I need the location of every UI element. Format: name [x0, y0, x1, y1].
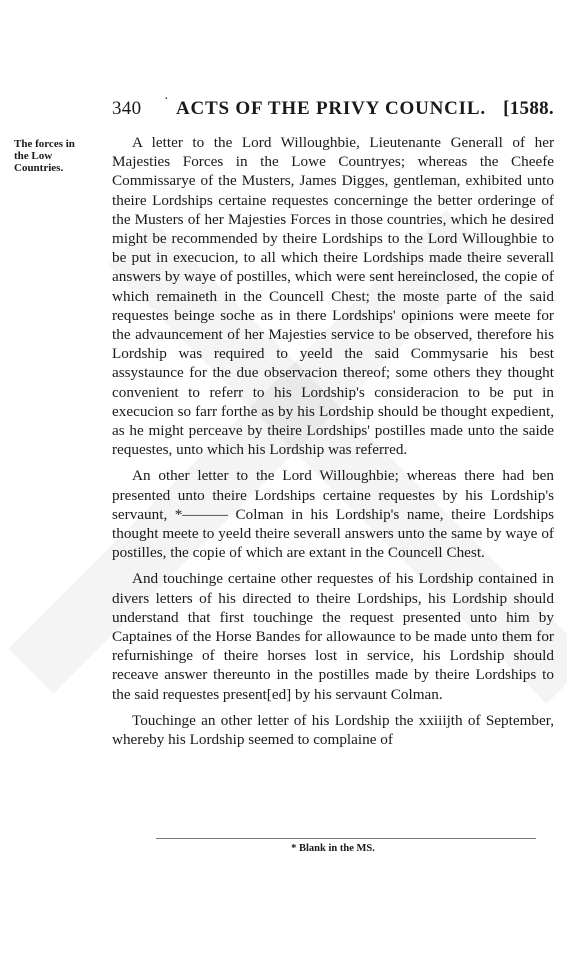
- running-title: ACTS OF THE PRIVY COUNCIL.: [176, 98, 486, 119]
- footnote-rule: [156, 838, 536, 839]
- page-number: 340: [112, 98, 142, 119]
- body-text: [112, 133, 554, 756]
- margin-note: [14, 138, 106, 174]
- header-year: [1588.: [503, 98, 554, 119]
- paragraph: An other letter to the Lord Willoughbie; whereas there had ben presented unto theire Lordships certaine requestes by his Lordship's servaunt, *——— Colman in his Lordship's name, theire Lordships thought meete to yeeld theire severall answers unto the same by waye of postilles, the copie of which are extant in the Councell Chest.: [112, 467, 554, 562]
- paragraph: A letter to the Lord Willoughbie, Lieutenante Generall of her Majesties Forces in the Lowe Countryes; whereas the Cheefe Commissarye of the Musters, James Digges, gentleman, exhibited unto theire Lordships certaine requestes concerninge the better orderinge of the Musters of her Majesties Forces in those countries, which he desired might be recommended by theire Lordships to the Lord Willoughbie to be put in execucion, to all which theire Lordships made theire severall answers by waye of postilles, which were sent hereinclosed, the copie of which remaineth in the Councell Chest; the moste parte of the said requestes beinge soche as in there Lordships' opinions were meete for the advauncement of her Majesties service to be observed, therefore his Lordship was required to yeeld the said Commysarie his best assystaunce for the due observacion thereof; some others they thought convenient to referr to his Lordship's consideracion to be put in execucion so farr forthe as by his Lordship should be thought expedient, as he might perceave by theire Lordships' postilles made unto the saide requestes, unto which his Lordship was referred.: [112, 134, 554, 459]
- margin-note-line: the Low: [14, 150, 53, 162]
- header-mark: ·: [164, 92, 169, 107]
- margin-note-line: Countries.: [14, 162, 64, 174]
- page-header: [112, 92, 554, 122]
- paragraph: Touchinge an other letter of his Lordship the xxiiijth of September, whereby his Lordship seemed to complaine of: [112, 711, 554, 749]
- paragraph: And touchinge certaine other requestes of his Lordship contained in divers letters of his directed to theire Lordships, his Lordship should understand that first touchinge the request presented unto him by Captaines of the Horse Bandes for allowaunce to be made unto them for refurnishinge of theire horses lost in service, his Lordship should receave answer thereunto in the postilles made by theire Lordships to the said requestes present[ed] by his servaunt Colman.: [112, 570, 554, 703]
- margin-note-line: The forces in: [14, 138, 75, 150]
- footnote: * Blank in the MS.: [291, 843, 375, 854]
